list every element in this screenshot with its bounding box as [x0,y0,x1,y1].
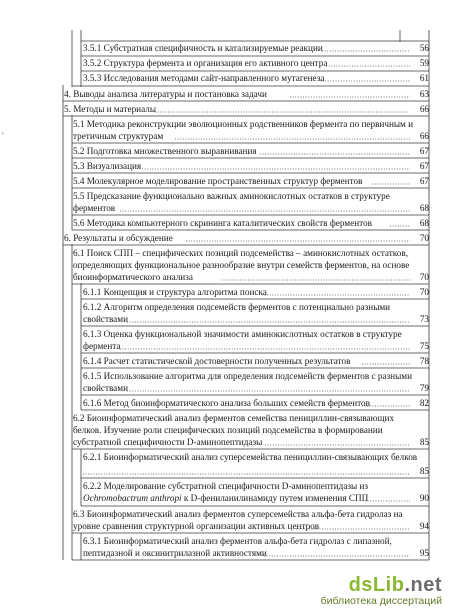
toc-page: 73 [400,314,429,326]
toc-page: 85 [400,466,429,478]
toc-page: 82 [400,398,429,410]
toc-entry: 5.2 Подготовка множественного выравнивания [73,146,257,156]
toc-entry: пептидазной и оксинитрилазной активностями [83,548,267,558]
toc-entry: 6.3.1 Биоинформатический анализ ферментов альфа-бета гидролаз с липазной, [83,536,392,546]
toc-entry: уровне сравнения структурной организации активных центров [73,521,320,531]
toc-page: 95 [400,548,429,560]
toc-page: 68 [400,203,429,215]
toc-page: 56 [400,43,429,55]
toc-page: 67 [400,176,429,188]
toc-page: 66 [400,104,429,116]
toc-entry: субстратной специфичности D-аминопептидазы [73,437,263,447]
toc-entry: 5.6 Методика компьютерного скрининга каталитических свойств ферментов [73,218,372,228]
toc-entry-rest: к D-фениланилинамиду путем изменения СПП [181,493,369,503]
toc-entry: биоинформатического анализа [73,272,193,282]
toc-page: 61 [400,73,429,85]
toc-entry: ферментов [73,203,116,213]
toc-page: 79 [400,383,429,395]
toc-page: 70 [400,287,429,299]
watermark-logo: dsLib.net [348,574,442,596]
toc-entry: белков. Изучение роли специфических позиций подсемейства в формировании [73,425,383,435]
toc-entry: 6.1.2 Алгоритм определения подсемейств ферментов с потенциально разными [83,302,391,312]
toc-entry: 5.1 Методика реконструкции эволюционных родственников фермента по первичным и [73,119,414,129]
toc-entry: свойствами [83,383,128,393]
toc-page: 78 [400,356,429,368]
toc-entry: 3.5.2 Структура фермента и организация его активного центра [83,58,328,68]
toc-entry: 5. Методы и материалы [64,104,157,114]
toc-page: 66 [400,131,429,143]
toc-page: 70 [400,233,429,245]
toc-entry: 5.5 Предсказание функционально важных аминокислотных остатков в структуре [73,191,390,201]
toc-entry: 6.1.1 Концепция и структура алгоритма поиска [83,287,267,297]
toc-entry: 5.3 Визуализация [73,161,142,171]
toc-entry: третичным структурам [73,131,164,141]
toc-page: 85 [400,437,429,449]
toc-entry: свойствами [83,314,128,324]
toc-entry: 6.2.1 Биоинформатический анализ суперсемейства пенициллин-связывающих белков [83,452,418,462]
toc-page: 67 [400,161,429,173]
margin-mark: ' [2,131,4,141]
toc-entry: 6.1.4 Расчет статистической достоверности полученных результатов [83,356,351,366]
toc-entry: 5.4 Молекулярное моделирование пространственных структур ферментов [73,176,363,186]
toc-entry-italic: Ochromobactrum anthropi [83,493,182,503]
toc-page: 94 [400,521,429,533]
toc-entry [83,493,370,505]
watermark [321,574,442,607]
toc-page: 75 [400,341,429,353]
toc-entry: 3.5.1 Субстратная специфичность и катализируемые реакции [83,43,323,53]
toc-entry: 6.3 Биоинформатический анализ ферментов суперсемейства альфа-бета гидролаз на [73,509,403,519]
watermark-subtitle: библиотека диссертаций [320,595,442,607]
toc-entry: 6.1.6 Метод биоинформатического анализа больших семейств ферментов [83,398,370,408]
toc-entry: 6.1.3 Оценка функциональной значимости аминокислотных остатков в структуре [83,329,402,339]
toc-entry: 6.2.2 Моделирование субстратной специфичности D-аминопептидазы из [83,481,369,491]
toc-page: 70 [400,272,429,284]
toc-entry: 6.2 Биоинформатический анализ ферментов семейства пенициллин-связывающих [73,413,395,423]
toc-entry: фермента [83,341,121,351]
toc-page: 59 [400,58,429,70]
toc-entry: 6.1 Поиск СПП – специфических позиций подсемейства – аминокислотных остатков, [73,248,409,258]
toc-page: 67 [400,146,429,158]
toc-page: 90 [400,493,429,505]
toc-entry: 4. Выводы анализа литературы и постановка задачи [64,89,267,99]
toc-entry: 6. Результаты и обсуждение [64,233,173,243]
toc-entry: определяющих функциональное разнообразие внутри семейств ферментов, на основе [73,260,410,270]
toc-entry: 3.5.3 Исследования методами сайт-направленного мутагенеза [83,73,325,83]
toc-entry: 6.1.5 Использование алгоритма для определения подсемейств ферментов с разными [83,371,412,381]
toc-page: 63 [400,89,429,101]
toc-page: 68 [400,218,429,230]
